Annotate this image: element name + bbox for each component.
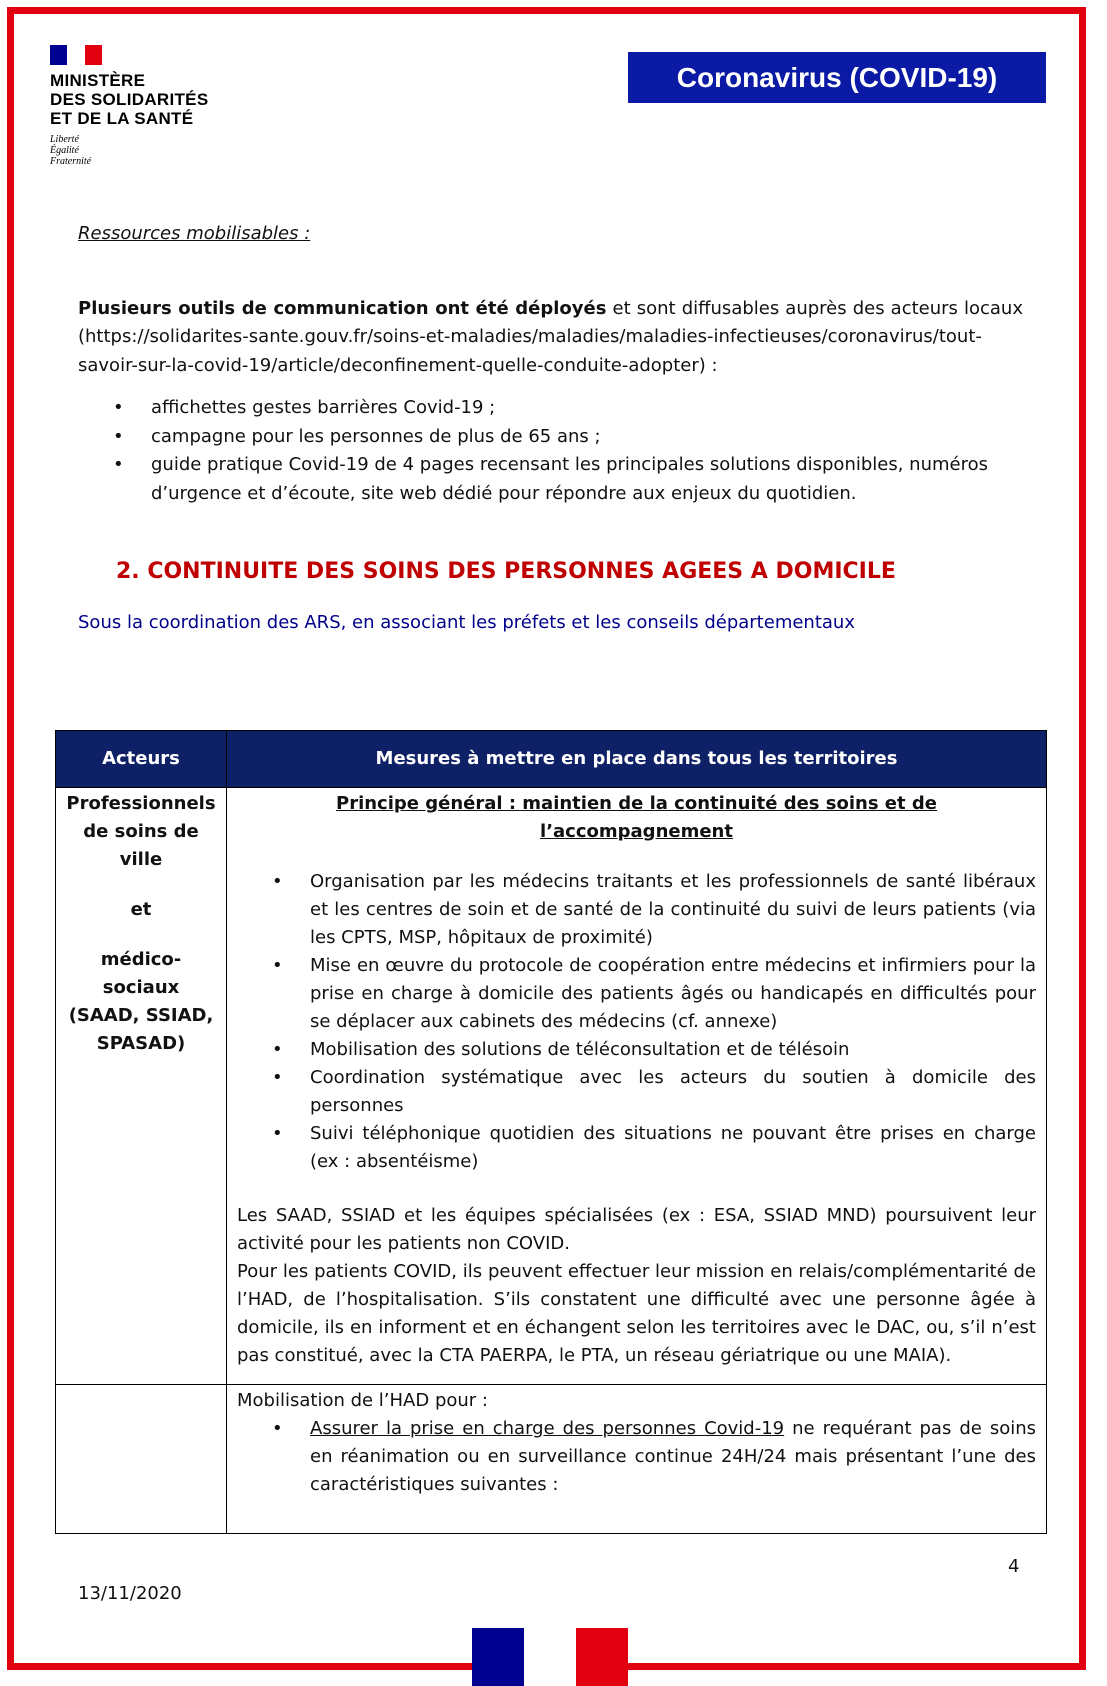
list-item: • Coordination systématique avec les acteurs du soutien à domicile des personnes (310, 1064, 1036, 1120)
actors-cell: Professionnels de soins de ville et médico-sociaux (SAAD, SSIAD, SPASAD) (56, 788, 227, 1385)
list-item: • Assurer la prise en charge des personnes Covid-19 ne requérant pas de soins en réanimation ou en surveillance continue 24H/24 mais présentant l’une des caractéristiques suivantes : (310, 1415, 1036, 1499)
section-title: 2. CONTINUITE DES SOINS DES PERSONNES AGEES A DOMICILE (116, 559, 896, 584)
table-header-actors: Acteurs (56, 731, 227, 788)
marianne-footer-icon (472, 1628, 628, 1686)
ministry-name: MINISTÈRE DES SOLIDARITÉS ET DE LA SANTÉ (50, 71, 209, 128)
measures-cell (227, 788, 1047, 1385)
covid-badge: Coronavirus (COVID-19) (628, 52, 1046, 103)
list-item: • guide pratique Covid-19 de 4 pages recensant les principales solutions disponibles, numéros d’urgence et d’écoute, site web dédié pour répondre aux enjeux du quotidien. (151, 451, 1023, 508)
resources-title: Ressources mobilisables : (78, 223, 311, 244)
had-cell (227, 1385, 1047, 1534)
marianne-flag-icon (50, 45, 102, 65)
ministry-logo (50, 45, 208, 167)
document-date: 13/11/2020 (78, 1583, 182, 1604)
list-item: • Mise en œuvre du protocole de coopération entre médecins et infirmiers pour la prise en charge à domicile des patients âgés ou handicapés en difficultés pour se déplacer aux cabinets des médecins (cf. annexe) (310, 952, 1036, 1036)
section-subtitle: Sous la coordination des ARS, en associant les préfets et les conseils départementaux (78, 611, 855, 633)
had-list (237, 1415, 1036, 1499)
services-paragraph: Les SAAD, SSIAD et les équipes spécialisées (ex : ESA, SSIAD MND) poursuivent leur activité pour les patients non COVID. Pour les patients COVID, ils peuvent effectuer leur mission en relais/complémentarité de l’HAD, de l’hospitalisation. S’ils constatent une difficulté avec une personne âgée à domicile, ils en informent et en échangent selon les territoires avec le DAC, ou, s’il n’est pas constitué, avec la CTA PAERPA, le PTA, un réseau gériatrique ou une MAIA). (237, 1205, 1036, 1366)
document-body (78, 220, 1023, 637)
list-item: • Suivi téléphonique quotidien des situations ne pouvant être prises en charge (ex : absentéisme) (310, 1120, 1036, 1176)
tools-list (78, 394, 1023, 508)
republic-motto: Liberté Égalité Fraternité (50, 134, 92, 167)
list-item: • Mobilisation des solutions de téléconsultation et de télésoin (310, 1036, 1036, 1064)
list-item: • affichettes gestes barrières Covid-19 ; (151, 394, 1023, 423)
list-item: • Organisation par les médecins traitants et les professionnels de santé libéraux et les centres de soin et de santé de la continuité du suivi de leurs patients (via les CPTS, MSP, hôpitaux de proximité) (310, 868, 1036, 952)
principle-title: Principe général : maintien de la continuité des soins et de l’accompagnement (336, 793, 937, 842)
list-item: • campagne pour les personnes de plus de 65 ans ; (151, 423, 1023, 452)
table-row (56, 1385, 1047, 1534)
table-header-measures: Mesures à mettre en place dans tous les territoires (227, 731, 1047, 788)
page-number: 4 (1008, 1556, 1020, 1577)
resources-intro: Plusieurs outils de communication ont été déployés et sont diffusables auprès des acteurs locaux (https://solidarites-sante.gouv.fr/soins-et-maladies/maladies/maladies-infectieuses/coronavirus/tout-savoir-sur-la-covid-19/article/deconfinement-quelle-conduite-adopter) : (78, 297, 1023, 376)
table-row (56, 788, 1047, 1385)
measures-list (237, 868, 1036, 1176)
actors-cell-empty (56, 1385, 227, 1534)
had-intro: Mobilisation de l’HAD pour : (237, 1390, 488, 1411)
measures-table (55, 730, 1047, 1534)
